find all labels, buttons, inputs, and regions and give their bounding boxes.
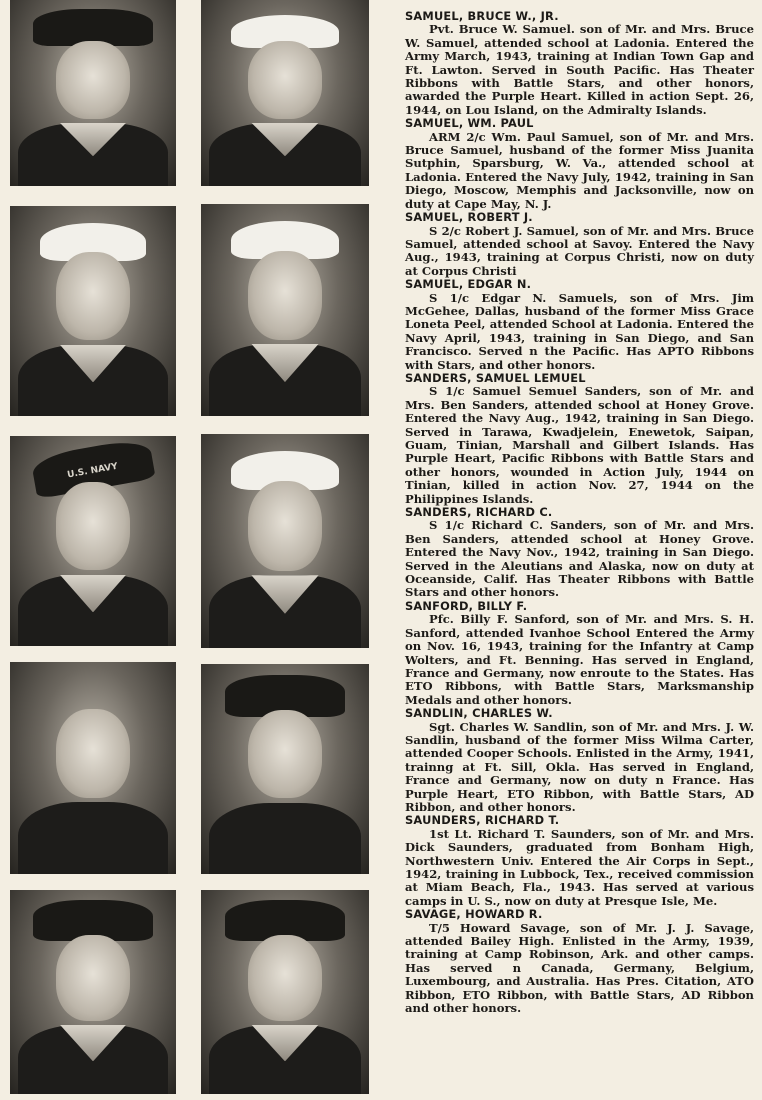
portrait-photo [201,890,369,1094]
portrait-photo [201,664,369,874]
biography-entry [394,372,754,506]
portrait-photo [10,206,176,416]
entry-text: S 1/c Edgar N. Samuels, son of Mrs. Jim McGehee, Dallas, husband of the former Miss Grace Loneta Peel, attended School at Ladonia. Entered the Navy April, 1943, training in San Diego, and San Francisco. Served n the Pacific. Has APTO Ribbons with Stars, and other honors. [405,290,754,372]
entry-text: 1st Lt. Richard T. Saunders, son of Mr. and Mrs. Dick Saunders, graduated from Bonham High, Northwestern Univ. Entered the Air Corps in Sept., 1942, training in Lubbock, Tex., received commission at Miam Beach, Fla., 1943. Has served at various camps in U. S., now on duty at Presque Isle, Me. [405,826,754,908]
entry-text: S 1/c Richard C. Sanders, son of Mr. and Mrs. Ben Sanders, attended school at Honey Grove. Entered the Navy Nov., 1942, training in San Diego. Served in the Aleutians and Alaska, now on duty at Oceanside, Calif. Has Theater Ribbons with Battle Stars and other honors. [405,518,754,600]
navy-hat-label: U.S. NAVY [66,461,119,480]
biography-entry [394,117,754,211]
portrait-photo [201,204,369,416]
entry-name: SAMUEL, ROBERT J. [405,210,533,225]
portrait-photo [201,434,369,648]
entry-name: SAVAGE, HOWARD R. [405,907,543,922]
entry-text: S 2/c Robert J. Samuel, son of Mr. and Mrs. Bruce Samuel, attended school at Savoy. Entered the Navy Aug., 1943, training at Corpus Christi, now on duty at Corpus Christi [405,223,754,278]
entry-text: Sgt. Charles W. Sandlin, son of Mr. and Mrs. J. W. Sandlin, husband of the former Miss Wilma Carter, attended Cooper Schools. Enlisted in the Army, 1941, trainng at Ft. Sill, Okla. Has served in England, France and Germany, now on duty n France. Has Purple Heart, ETO Ribbon, with Battle Stars, AD Ribbon, and other honors. [405,719,754,814]
biography-entry [394,707,754,814]
biography-entry [394,10,754,117]
biography-entry [394,211,754,278]
entry-name: SANDERS, RICHARD C. [405,505,553,520]
portrait-photo [201,0,369,186]
biography-entry [394,278,754,372]
entry-text: T/5 Howard Savage, son of Mr. J. J. Savage, attended Bailey High. Enlisted in the Army, 1939, training at Camp Robinson, Ark. and other camps. Has served n Canada, Germany, Belgium, Luxembourg, and Australia. Has Pres. Citation, ATO Ribbon, ETO Ribbon, with Battle Stars, AD Ribbon and other honors. [405,920,754,1016]
entry-name: SAMUEL, EDGAR N. [405,277,532,292]
entry-name: SAMUEL, WM. PAUL [405,116,534,131]
portrait-photo [10,890,176,1094]
portrait-photo [10,0,176,186]
biography-entry [394,908,754,1015]
portrait-photo [10,436,176,646]
biography-entry [394,506,754,600]
biography-entry [394,600,754,707]
entry-text: Pfc. Billy F. Sanford, son of Mr. and Mrs. S. H. Sanford, attended Ivanhoe School Entered the Army on Nov. 16, 1943, training for the Infantry at Camp Wolters, and Ft. Benning. Has served in England, France and Germany, now enroute to the States. Has ETO Ribbons, with Battle Stars, Marksmanship Medals and other honors. [405,612,754,707]
biography-column [394,10,754,1015]
entry-text: Pvt. Bruce W. Samuel. son of Mr. and Mrs. Bruce W. Samuel, attended school at Ladonia. Entered the Army March, 1943, training at Indian Town Gap and Ft. Lawton. Served in South Pacific. Has Theater Ribbons with Battle Stars, and other honors, awarded the Purple Heart. Killed in action Sept. 26, 1944, on Lou Island, on the Admiralty Islands. [405,22,754,117]
entry-name: SANDLIN, CHARLES W. [405,706,553,721]
entry-name: SANDERS, SAMUEL LEMUEL [405,370,586,385]
entry-name: SANFORD, BILLY F. [405,598,528,613]
photo-column [0,0,380,1100]
entry-name: SAUNDERS, RICHARD T. [405,813,560,828]
entry-text: ARM 2/c Wm. Paul Samuel, son of Mr. and Mrs. Bruce Samuel, husband of the former Miss Juanita Sutphin, Sparsburg, W. Va., attended school at Ladonia. Entered the Navy July, 1942, training in San Diego, Moscow, Memphis and Jacksonville, now on duty at Cape May, N. J. [405,129,754,211]
entry-text: S 1/c Samuel Semuel Sanders, son of Mr. and Mrs. Ben Sanders, attended school at Honey Grove. Entered the Navy Aug., 1942, training in San Diego. Served in Tarawa, Kwadjelein, Enewetok, Saipan, Guam, Tinian, Marshall and Gilbert Islands. Has Purple Heart, Pacific Ribbons with Battle Stars and other honors, wounded in Action July, 1944 on Tinian, killed in action Nov. 27, 1944 on the Philippines Islands. [405,384,754,506]
biography-entry [394,814,754,908]
portrait-photo [10,662,176,874]
entry-name: SAMUEL, BRUCE W., JR. [405,9,559,23]
